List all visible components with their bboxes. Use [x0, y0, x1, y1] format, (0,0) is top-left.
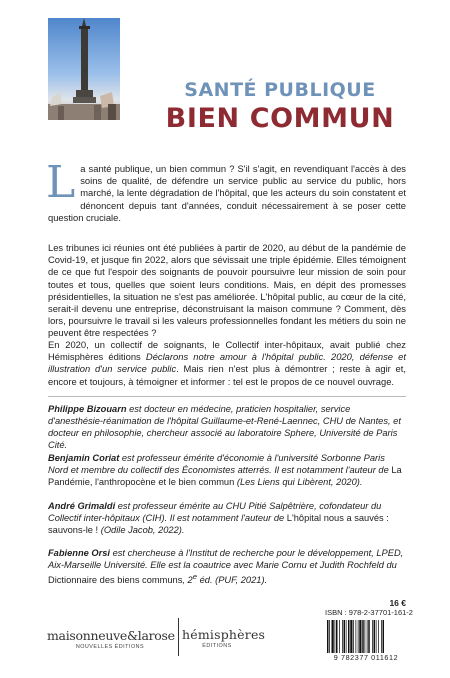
- author-tail2: éd. (PUF, 2021).: [197, 575, 268, 586]
- publisher-name: maisonneuve&larose: [47, 628, 175, 643]
- barcode-bar: [376, 620, 377, 653]
- publisher-sub: ÉDITIONS: [202, 643, 232, 649]
- author-name: Benjamin Coriat: [48, 453, 120, 463]
- publisher-logo-maisonneuve: [47, 628, 173, 650]
- barcode-bar: [339, 620, 340, 653]
- author-bio: [48, 403, 406, 451]
- author-book: Dictionnaire des biens communs: [48, 575, 183, 586]
- barcode-bar: [350, 620, 352, 653]
- author-tail: (Odile Jacob, 2022).: [98, 525, 185, 535]
- divider: [48, 396, 406, 397]
- author-text: est docteur en médecine, praticien hospitalier, service d'anesthésie-réanimation de l'hôpital Guillaume-et-René-Laennec, CHU de Nantes, et docteur en philosophie, chercheur associé au laboratoire Sphere, Université de Paris Cité.: [48, 404, 401, 450]
- price: 16 €: [389, 598, 406, 608]
- intro-text: a santé publique, un bien commun ? S'il s'agit, en revendiquant l'accès à des soins de qualité, de défendre un service public au service du public, hors marché, la lente dégradation de l'hôpital, que les acteurs du soin constatent et dénoncent depuis tant d'années, conduit nécessairement à se poser cette question cruciale.: [48, 163, 406, 223]
- drop-cap: L: [46, 157, 76, 208]
- author-text: est chercheuse à l'Institut de recherche pour le développement, LPED, Aix-Marseille Université. Elle est la coautrice avec Marie Cornu et Judith Rochfeld du: [48, 548, 404, 570]
- barcode-bar: [344, 620, 346, 653]
- author-bio: [48, 452, 406, 488]
- barcode-bar: [362, 620, 364, 653]
- author-tail: , 2: [182, 575, 193, 586]
- barcode-image: [325, 620, 407, 654]
- isbn: ISBN : 978-2-37701-161-2: [325, 608, 413, 617]
- intro-paragraph: [46, 157, 406, 224]
- paragraph-2: Les tribunes ici réunies ont été publiées à partir de 2020, au début de la pandémie de Covid-19, et jusque fin 2022, alors que sévissait une triple épidémie. Elles témoignent de ce que fut l'espoir des soignants de pouvoir poursuivre leur mission de soin pour toutes et tous, quelles que soient leurs conditions. Mais, en dépit des promesses présidentielles, la situation ne s'est pas améliorée. L'hôpital public, au cœur de la cité, serait-il devenu une entreprise, déconstruisant la maison commune ? Comment, dès lors, poursuivre le travail si les valeurs professionnelles fondant les métiers du soin ne peuvent être respectées ?: [48, 242, 406, 339]
- barcode-bar: [372, 620, 373, 653]
- barcode-bar: [356, 620, 357, 653]
- author-name: Philippe Bizouarn: [48, 404, 127, 414]
- author-name: Fabienne Orsi: [48, 548, 110, 558]
- author-tail: (Les Liens qui Libèrent, 2020).: [234, 477, 363, 487]
- barcode-bar: [346, 620, 347, 653]
- column-monument-image: [48, 18, 120, 120]
- logo-separator: [178, 618, 179, 656]
- barcode-bar: [383, 620, 385, 653]
- author-text: est professeur émérite au CHU Pitié Salpêtrière, cofondateur du Collectif inter-hôpitaux (CIH). Il est notamment l'auteur de: [48, 501, 382, 523]
- barcode-bar: [368, 620, 370, 653]
- barcode-bar: [358, 620, 359, 653]
- author-bio: [48, 547, 406, 586]
- paragraph-3-after: . Mais rien n'est plus à démontrer ; reste à agir et, encore et toujours, à témoigner et informer : tel est le propos de ce nouvel ouvrage.: [48, 363, 406, 387]
- author-book: L'hôpital nous a sauvés : sauvons-le !: [48, 513, 389, 535]
- book-title: Déclarons notre amour à l'hôpital public. 2020, défense et illustration d'un service public: [48, 351, 406, 375]
- author-text: est professeur émérite d'économie à l'université Sorbonne Paris Nord et membre du collectif des Économistes atterrés. Il est notamment l'auteur de: [48, 453, 392, 475]
- barcode-bar: [335, 620, 336, 653]
- barcode-bar: [342, 620, 343, 653]
- publisher-sub: NOUVELLES ÉDITIONS: [75, 644, 145, 650]
- paragraph-3-before: En 2020, un collectif de soignants, le Collectif inter-hôpitaux, avait publié chez Hémisphères éditions: [48, 339, 406, 363]
- barcode-bar: [327, 620, 329, 653]
- barcode-bar: [348, 620, 350, 653]
- barcode-bar: [353, 620, 354, 653]
- barcode-number: 9 782377 011612: [333, 653, 399, 662]
- author-book: La Pandémie, l'anthropocène et le bien commun: [48, 465, 402, 487]
- publisher-name: hémisphères: [182, 627, 266, 642]
- barcode-bar: [374, 620, 376, 653]
- barcode-bar: [329, 620, 330, 653]
- author-bio: [48, 500, 406, 536]
- barcode-bar: [359, 620, 361, 653]
- cover-photo: [48, 18, 120, 120]
- barcode-bar: [365, 620, 366, 653]
- paragraph-3: [48, 339, 406, 388]
- barcode-bar: [332, 620, 334, 653]
- title-line-1: SANTÉ PUBLIQUE: [184, 79, 376, 101]
- barcode-bar: [381, 620, 382, 653]
- publisher-logo-hemispheres: [182, 627, 266, 649]
- author-sup: e: [192, 572, 198, 581]
- barcode-bar: [336, 620, 338, 653]
- barcode-bar: [378, 620, 379, 653]
- title-line-2: BIEN COMMUN: [165, 103, 395, 134]
- author-name: André Grimaldi: [48, 501, 116, 511]
- barcode-bar: [367, 620, 368, 653]
